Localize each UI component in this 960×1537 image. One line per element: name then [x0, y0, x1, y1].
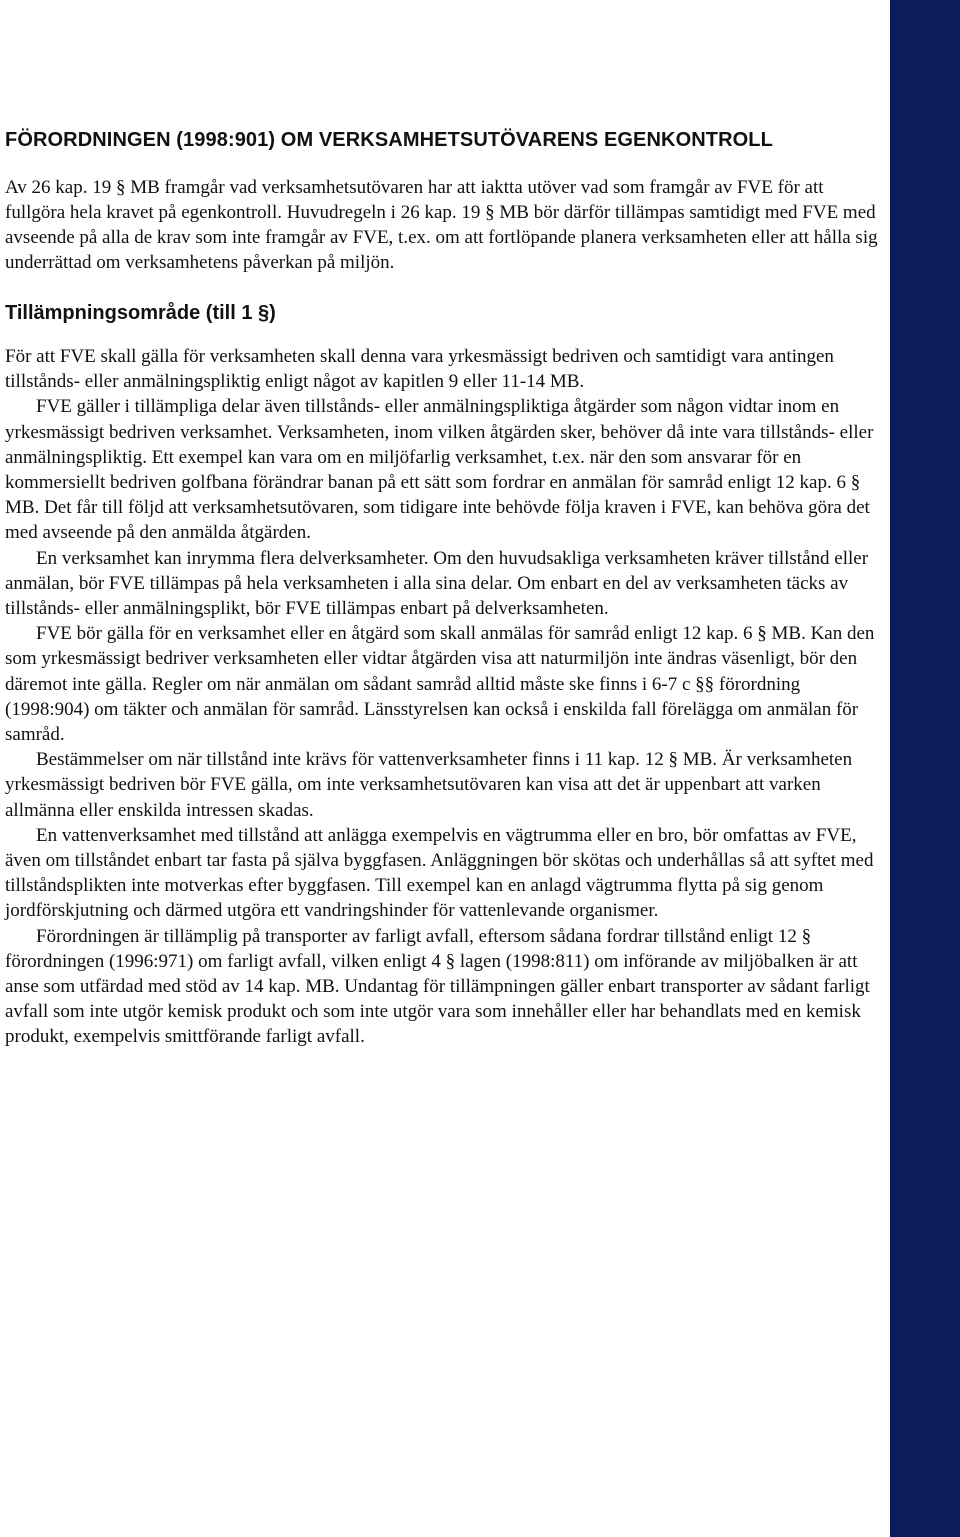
document-title: FÖRORDNINGEN (1998:901) OM VERKSAMHETSUTÖVARENS EGENKONTROLL — [5, 129, 773, 151]
body-paragraph-5: Bestämmelser om när tillstånd inte krävs för vattenverksamheter finns i 11 kap. 12 § MB. Är verksamheten yrkesmässigt bedriven bör FVE gälla, om inte verksamhetsutövaren kan visa att det är uppenbart att varken allmänna eller enskilda intressen skadas. — [5, 749, 853, 821]
section-body — [5, 344, 885, 1050]
body-paragraph-2: FVE gäller i tillämpliga delar även tillstånds- eller anmälningspliktiga åtgärder som någon vidtar inom en yrkesmässigt bedriven verksamhet. Verksamheten, inom vilken åtgärden sker, behöver då inte vara tillstånds- eller anmälningspliktig. Ett exempel kan vara om en miljöfarlig verksamhet, t.ex. när den som ansvarar för en kommersiellt bedriven golfbana förändrar banan på ett sätt som fordrar en anmälan för samråd enligt 12 kap. 6 § MB. Det får till följd att verksamhetsutövaren, som tidigare inte behövde följa kraven i FVE, kan behöva göra det med avseende på den anmälda åtgärden. — [5, 396, 874, 544]
intro-paragraph: Av 26 kap. 19 § MB framgår vad verksamhetsutövaren har att iaktta utöver vad som framgår av FVE för att fullgöra hela kravet på egenkontroll. Huvudregeln i 26 kap. 19 § MB bör därför tillämpas samtidigt med FVE med avseende på alla de krav som inte framgår av FVE, t.ex. om att fortlöpande planera verksamheten eller att hålla sig underrättad om verksamhetens påverkan på miljön. — [5, 177, 878, 273]
document-page — [5, 128, 885, 1050]
body-paragraph-7: Förordningen är tillämplig på transporter av farligt avfall, eftersom sådana fordrar tillstånd enligt 12 § förordningen (1996:971) om farligt avfall, vilken enligt 4 § lagen (1998:811) om införande av miljöbalken är att anse som utfärdad med stöd av 14 kap. MB. Undantag för tillämpningen gäller enbart transporter av sådant farligt avfall som inte utgör kemisk produkt och som inte utgör vara som innehåller eller har behandlats med en kemisk produkt, exempelvis smittförande farligt avfall. — [5, 925, 870, 1048]
body-paragraph-3: En verksamhet kan inrymma flera delverksamheter. Om den huvudsakliga verksamheten kräver tillstånd eller anmälan, bör FVE tillämpas på hela verksamheten i alla sina delar. Om enbart en del av verksamheten täcks av tillstånds- eller anmälningsplikt, bör FVE tillämpas enbart på delverksamheten. — [5, 547, 869, 620]
body-paragraph-6: En vattenverksamhet med tillstånd att anlägga exempelvis en vägtrumma eller en bro, bör omfattas av FVE, även om tillståndet enbart tar fasta på själva byggfasen. Anläggningen bör skötas och underhållas så att syftet med tillståndsplikten inte motverkas efter byggfasen. Till exempel kan en anlagd vägtrumma flytta på sig genom jordförskjutning och därmed utgöra ett vandringshinder för vattenlevande organismer. — [5, 824, 874, 922]
body-paragraph-1: För att FVE skall gälla för verksamheten skall denna vara yrkesmässigt bedriven och samtidigt vara antingen tillstånds- eller anmälningspliktig enligt något av kapitlen 9 eller 11-14 MB. — [5, 346, 834, 393]
body-paragraph-4: FVE bör gälla för en verksamhet eller en åtgärd som skall anmälas för samråd enligt 12 kap. 6 § MB. Kan den som yrkesmässigt bedriver verksamheten eller vidtar åtgärden visa att naturmiljön inte ändras väsenligt, bör den däremot inte gälla. Regler om när anmälan om sådant samråd alltid måste ske finns i 6-7 c §§ förordning (1998:904) om täkter och anmälan för samråd. Länsstyrelsen kan också i enskilda fall förelägga om anmälan för samråd. — [5, 623, 875, 746]
right-sidebar-band — [890, 0, 960, 1537]
section-heading: Tillämpningsområde (till 1 §) — [5, 302, 276, 324]
